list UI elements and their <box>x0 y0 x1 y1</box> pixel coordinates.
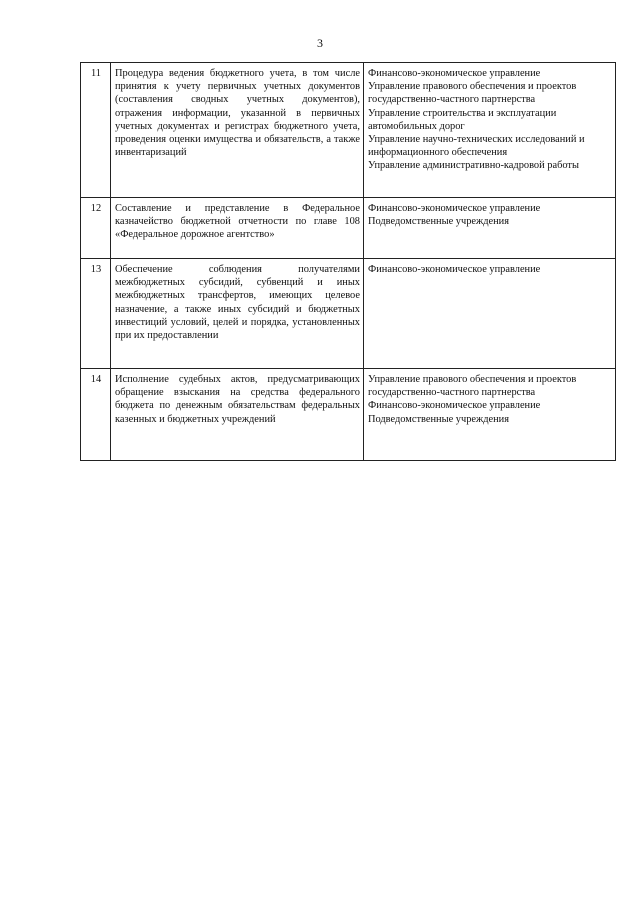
responsible-unit: Подведомственные учреждения <box>368 413 509 425</box>
responsible-unit: Финансово-экономическое управление <box>368 264 541 275</box>
responsible-unit: Финансово-экономическое управление <box>368 68 541 79</box>
table-row <box>81 63 616 198</box>
responsible-units <box>364 63 616 198</box>
page-number: 3 <box>317 36 323 50</box>
responsible-units <box>364 369 616 461</box>
responsible-unit: Управление административно-кадровой работы <box>368 160 579 172</box>
responsible-unit: Управление научно-технических исследований и информационного обеспечения <box>368 134 585 159</box>
row-number: 11 <box>81 63 111 198</box>
responsible-units <box>364 259 616 369</box>
procedure-description: Составление и представление в Федеральное казначейство бюджетной отчетности по главе 108 «Федеральное дорожное агентство» <box>111 198 364 259</box>
responsibility-table <box>80 62 616 461</box>
table-row <box>81 259 616 369</box>
row-number: 12 <box>81 198 111 259</box>
table-row <box>81 198 616 259</box>
responsible-unit: Подведомственные учреждения <box>368 216 509 228</box>
procedure-description: Процедура ведения бюджетного учета, в том числе принятия к учету первичных учетных документов (составления сводных учетных документов), отражения информации, указанной в первичных учетных документах и регистрах бюджетного учета, проведения оценки имущества и обязательств, а также инвентаризаций <box>111 63 364 198</box>
procedure-description: Исполнение судебных актов, предусматривающих обращение взыскания на средства федерального бюджета по денежным обязательствам федеральных казенных и бюджетных учреждений <box>111 369 364 461</box>
responsible-unit: Управление правового обеспечения и проектов государственно-частного партнерства <box>368 374 577 399</box>
responsible-unit: Управление правового обеспечения и проектов государственно-частного партнерства <box>368 81 577 106</box>
responsible-units <box>364 198 616 259</box>
responsible-unit: Управление строительства и эксплуатации автомобильных дорог <box>368 107 557 132</box>
responsible-unit: Финансово-экономическое управление <box>368 203 541 214</box>
row-number: 14 <box>81 369 111 461</box>
row-number: 13 <box>81 259 111 369</box>
table-row <box>81 369 616 461</box>
responsible-unit: Финансово-экономическое управление <box>368 400 541 412</box>
procedure-description: Обеспечение соблюдения получателями межбюджетных субсидий, субвенций и иных межбюджетных трансфертов, имеющих целевое назначение, а также иных субсидий и бюджетных инвестиций условий, целей и порядка, установленных при их предоставлении <box>111 259 364 369</box>
